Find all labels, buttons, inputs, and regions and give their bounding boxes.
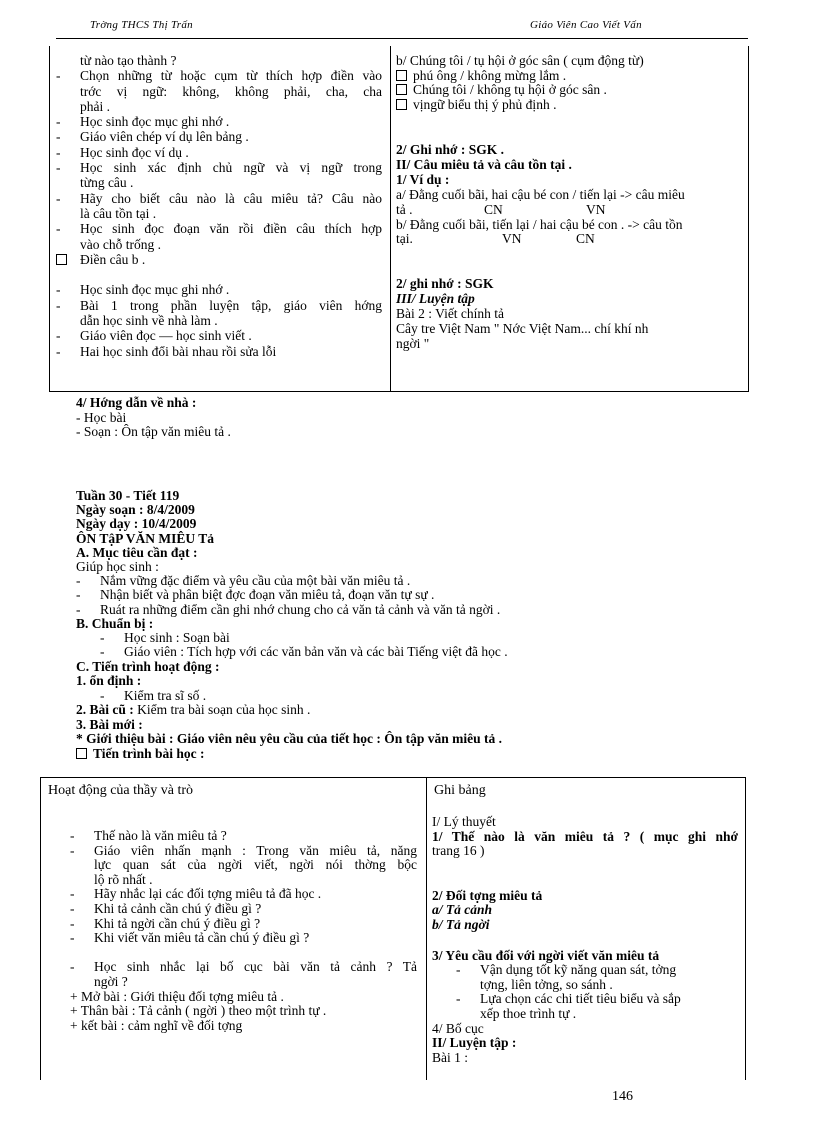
square-bullet-icon [396, 99, 407, 110]
lesson-title: ÔN TậP VĂN MIÊU Tả [76, 530, 215, 546]
heading-a: A. Mục tiêu cần đạt : [76, 544, 198, 560]
list-item-text [94, 946, 417, 961]
list-item-text: là câu tồn tại . [80, 205, 157, 221]
table-2-divider [426, 777, 427, 1080]
list-item-text: Giáo viên chép ví dụ lên bảng . [80, 129, 249, 145]
dash-bullet: - [56, 160, 61, 176]
list-item-text: Hai học sinh đổi bài nhau rồi sửa lỗi [80, 343, 277, 359]
theory-3b-cont: xếp thoe trình tự . [480, 1005, 577, 1021]
list-item-text: trớc vị ngữ: không, không phải, cha, cha [80, 83, 382, 99]
lesson-week: Tuần 30 - Tiết 119 [76, 488, 180, 503]
dash-bullet: - [56, 190, 61, 206]
ghi-nho-1: 2/ Ghi nhớ : SGK . [396, 142, 505, 158]
theory-2: 2/ Đối tợng miêu tả [432, 887, 543, 903]
list-item-text: Bài 1 trong phần luyện tập, giáo viên hớng [80, 297, 382, 313]
list-item-text: vào chỗ trống . [80, 236, 161, 252]
ghi-nho-2: 2/ ghi nhớ : SGK [396, 275, 494, 291]
dash-bullet: - [70, 828, 75, 843]
dash-bullet: - [70, 842, 75, 858]
list-item [70, 960, 417, 975]
list-item-text: Hãy cho biết câu nào là câu miêu tả? Câu nào [80, 190, 382, 206]
header-teacher: Giáo Viên Cao Viết Vấn [530, 19, 642, 31]
list-item [56, 299, 382, 314]
intro-line: Giúp học sinh : [76, 558, 159, 574]
table-2-header-left: Hoạt động của thầy và trò [48, 783, 194, 798]
list-item-text: Học sinh đọc ví dụ . [80, 144, 189, 160]
list-item [56, 100, 382, 115]
square-bullet-icon [396, 70, 407, 81]
list-item [56, 161, 382, 176]
practice-title: II/ Luyện tập : [432, 1035, 517, 1051]
practice-1: Bài 1 : [432, 1049, 468, 1065]
list-item [56, 283, 382, 298]
list-item-text: Khi viết văn miêu tả cần chú ý điều gì ? [94, 930, 310, 946]
ly-thuyet: I/ Lý thuyết [432, 814, 496, 829]
list-item [70, 1019, 417, 1034]
right-line: Chúng tôi / không tụ hội ở góc sân . [396, 83, 742, 98]
list-item-text: + Mở bài : Giới thiệu đối tợng miêu tả . [70, 988, 284, 1004]
list-item [56, 192, 382, 207]
list-item-text: lực quan sát của ngời viết, ngời nói thờng bộc [94, 857, 417, 873]
list-item-text: + Thân bài : Tả cảnh ( ngời ) theo một trình tự . [70, 1003, 327, 1019]
header-school: Trờng THCS Thị Trấn [90, 19, 193, 31]
list-item-text: Giáo viên đọc — học sinh viết . [80, 328, 252, 344]
list-item-text: Học sinh đọc đoạn văn rồi điền câu thích hợp [80, 221, 382, 237]
dash-bullet: - [56, 328, 61, 344]
right-line: phú ông / không mừng lắm . [396, 69, 742, 84]
lesson-progress: Tiến trình bài học : [76, 747, 756, 762]
list-item [56, 115, 382, 130]
dash-bullet: - [56, 68, 61, 84]
list-item-text: Học sinh đọc mục ghi nhớ . [80, 282, 230, 298]
list-item-text: Khi tả ngời cần chú ý điều gì ? [94, 915, 261, 931]
list-item [56, 207, 382, 222]
step-3: 3. Bài mới : [76, 716, 143, 732]
list-item-text: lộ rõ nhất . [94, 871, 153, 887]
square-bullet-icon [396, 84, 407, 95]
list-item-text: Giáo viên nhấn mạnh : Trong văn miêu tả, năng [94, 842, 417, 858]
list-item [56, 146, 382, 161]
list-item-text: Học sinh đọc mục ghi nhớ . [80, 114, 230, 130]
step-2: 2. Bài cũ : Kiểm tra bài soạn của học sinh . [76, 702, 311, 718]
list-item-text: Học sinh xác định chủ ngữ và vị ngữ trong [80, 160, 382, 176]
lesson-date-prep: Ngày soạn : 8/4/2009 [76, 502, 195, 518]
table-2-header-right: Ghi bảng [434, 783, 486, 798]
list-item [56, 130, 382, 145]
dash-bullet: - [56, 297, 61, 313]
homework-item: - Soạn : Ôn tập văn miêu tả . [76, 424, 231, 440]
step-1: 1. ổn định : [76, 673, 142, 689]
objective: - Nắm vững đặc điểm và yêu cầu của một bài văn miêu tả . [76, 573, 411, 589]
homework-item: - Học bài [76, 409, 127, 425]
list-item [70, 829, 417, 844]
dash-bullet: - [56, 343, 61, 359]
list-item [56, 85, 382, 100]
table-1-divider [390, 46, 391, 392]
square-bullet-icon [76, 748, 87, 759]
example-b: b/ Đằng cuối bãi, tiến lại / hai cậu bé con . -> câu tồn [396, 216, 683, 232]
bai-2: Bài 2 : Viết chính tả [396, 305, 505, 321]
table-2-right-column [432, 815, 738, 1065]
theory-1-cont: trang 16 ) [432, 843, 485, 859]
list-item [70, 887, 417, 902]
right-line: vịngữ biểu thị ý phủ định . [396, 98, 742, 113]
table-1-left-column [56, 54, 382, 360]
dash-bullet: - [70, 930, 75, 946]
theory-4: 4/ Bố cục [432, 1020, 484, 1036]
list-item-text: từng câu . [80, 175, 134, 191]
list-item [56, 238, 382, 253]
homework-title: 4/ Hớng dẫn về nhà : [76, 395, 197, 410]
lesson-section [76, 489, 756, 761]
square-bullet-icon [56, 254, 67, 265]
header-rule [56, 38, 748, 39]
list-item [56, 268, 382, 283]
example-a: a/ Đằng cuối bãi, hai cậu bé con / tiến lại -> câu miêu [396, 187, 685, 203]
preparation-item: - Học sinh : Soạn bài [100, 630, 230, 646]
dash-bullet: - [70, 886, 75, 902]
theory-3a: - Vận dụng tốt kỹ năng quan sát, tởng [456, 962, 677, 978]
dash-bullet: - [56, 114, 61, 130]
heading-c: C. Tiến trình hoạt động : [76, 658, 220, 674]
step-1-item: - Kiểm tra sĩ số . [100, 687, 207, 703]
objective: - Ruát ra những điểm cần ghi nhớ chung cho cả văn tả cảnh và văn tả ngời . [76, 601, 501, 617]
list-item-text: Học sinh nhắc lại bố cục bài văn tả cảnh ? Tả [94, 959, 417, 975]
cay-tre-line-2: ngời " [396, 335, 430, 351]
list-item-text: Khi tả cảnh cần chú ý điều gì ? [94, 900, 262, 916]
dash-bullet: - [70, 915, 75, 931]
dash-bullet: - [70, 959, 75, 975]
list-item [70, 902, 417, 917]
dash-bullet: - [56, 144, 61, 160]
list-item [56, 314, 382, 329]
objective: - Nhận biết và phân biệt đợc đoạn văn miêu tả, đoạn văn tự sự . [76, 587, 435, 603]
list-item-text: Thế nào là văn miêu tả ? [94, 828, 227, 843]
list-item-text: + kết bài : cảm nghĩ về đối tợng [70, 1017, 243, 1033]
list-item [70, 1004, 417, 1019]
list-item [70, 917, 417, 932]
list-item [70, 931, 417, 946]
intro-lesson: * Giới thiệu bài : Giáo viên nêu yêu cầu của tiết học : Ôn tập văn miêu tả . [76, 731, 502, 747]
list-item-text: từ nào tạo thành ? [80, 53, 177, 68]
heading-b: B. Chuẩn bị : [76, 615, 154, 631]
list-item-text: Điền câu b . [80, 251, 146, 267]
theory-1: 1/ Thế nào là văn miêu tả ? ( mục ghi nhớ [432, 828, 738, 844]
list-item [56, 176, 382, 191]
example-b-labels: tại. VN CN [396, 231, 595, 247]
right-line: b/ Chúng tôi / tụ hội ở góc sân ( cụm động từ) [396, 53, 644, 68]
dash-bullet: - [56, 282, 61, 298]
list-item [70, 844, 417, 859]
list-item-text: ngời ? [94, 973, 128, 989]
section-2-title: II/ Câu miêu tả và câu tồn tại . [396, 157, 572, 173]
list-item [70, 975, 417, 990]
vi-du-title: 1/ Ví dụ : [396, 172, 450, 188]
list-item [56, 253, 382, 268]
theory-3a-cont: tợng, liên tởng, so sánh . [480, 976, 613, 992]
table-2-left-column [70, 829, 417, 1033]
table-1-right-column [396, 54, 742, 352]
list-item [56, 222, 382, 237]
list-item [56, 345, 382, 360]
list-item [70, 990, 417, 1005]
list-item [56, 54, 382, 69]
list-item [70, 873, 417, 888]
list-item [56, 329, 382, 344]
theory-3: 3/ Yêu cầu đối với ngời viết văn miêu tả [432, 947, 660, 963]
list-item-text: dẫn học sinh về nhà làm . [80, 313, 218, 329]
list-item [70, 946, 417, 961]
theory-3b: - Lựa chọn các chi tiết tiêu biểu và sắp [456, 991, 681, 1007]
example-a-labels: tả . CN VN [396, 201, 606, 217]
page-number: 146 [612, 1089, 633, 1104]
homework-section [76, 396, 231, 440]
preparation-item: - Giáo viên : Tích hợp với các văn bản văn và các bài Tiếng việt đã học . [100, 644, 508, 660]
luyen-tap-title: III/ Luyện tập [396, 290, 475, 306]
list-item-text: phải . [80, 98, 110, 114]
list-item [56, 69, 382, 84]
list-item-text: Hãy nhắc lại các đối tợng miêu tả đã học . [94, 886, 322, 902]
lesson-date-teach: Ngày dạy : 10/4/2009 [76, 516, 197, 532]
theory-2b: b/ Tả ngời [432, 916, 490, 932]
list-item-text: Chọn những từ hoặc cụm từ thích hợp điền vào [80, 68, 382, 84]
theory-2a: a/ Tả cảnh [432, 902, 493, 918]
cay-tre-line: Cây tre Việt Nam " Nớc Việt Nam... chí khí nh [396, 320, 649, 336]
dash-bullet: - [56, 221, 61, 237]
list-item-text [80, 268, 382, 283]
dash-bullet: - [70, 900, 75, 916]
list-item [70, 858, 417, 873]
dash-bullet: - [56, 129, 61, 145]
